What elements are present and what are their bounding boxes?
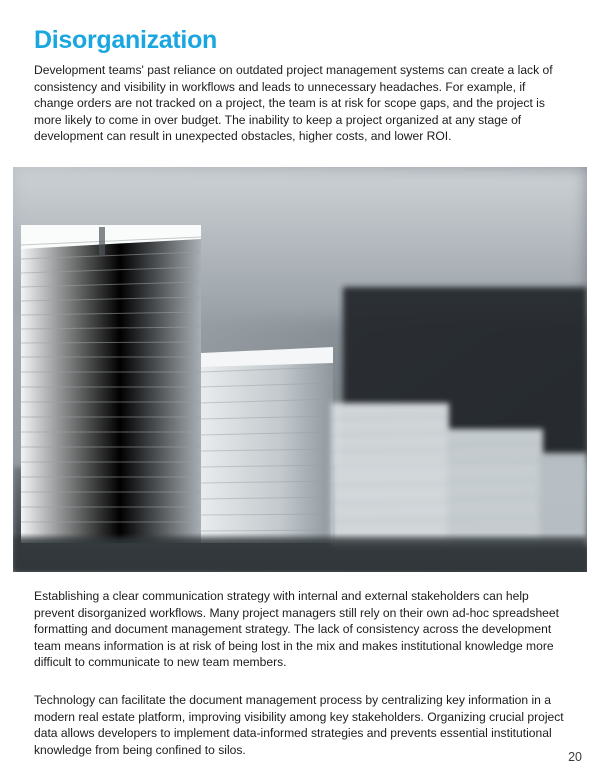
page-title: Disorganization	[34, 26, 218, 54]
body-paragraph-2: Technology can facilitate the document management process by centralizing key information in a modern real estate platform, improving visibility among key stakeholders. Organizing crucial project data allows developers to implement data-informed strategies and prevents essential institutional knowledge from being confined to silos.	[34, 693, 564, 757]
page-number: 20	[568, 750, 582, 764]
intro-paragraph: Development teams' past reliance on outdated project management systems can create a lack of consistency and visibility in workflows and leads to unnecessary headaches. For example, if change orders are not tracked on a project, the team is at risk for scope gaps, and the project is more likely to come in over budget. The inability to keep a project organized at any stage of development can result in unexpected obstacles, higher costs, and lower ROI.	[34, 63, 553, 144]
body-paragraph-1: Establishing a clear communication strategy with internal and external stakeholders can help prevent disorganized workflows. Many project managers still rely on their own ad-hoc spreadsheet formatting and document management strategy. The lack of consistency across the development team means information is at risk of being lost in the mix and makes institutional knowledge more difficult to communicate to new team members.	[34, 589, 559, 670]
paper-stacks-photo	[13, 167, 587, 572]
